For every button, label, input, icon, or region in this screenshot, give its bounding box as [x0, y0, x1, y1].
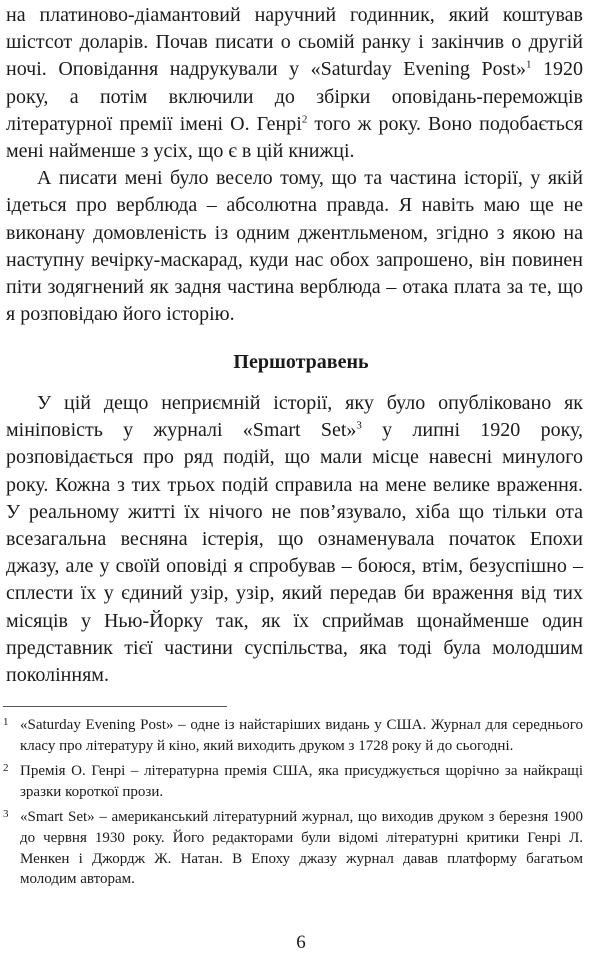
- section-p1-part-b: у липні 1920 року, розповідається про ряд подій, що мали місце навесні минулого року. Кожна з тих трьох подій справила на мене велике враження. У реальному житті їх нічого не пов’язувало, хіба що тільки ота всезагальна весняна істерія, що ознаменувала початок Епохи джазу, але у своїй оповіді я спробував – боюся, втім, безуспішно – сплести їх у єдиний узір, узір, який передав би враження від тих місяців у Нью-Йорку так, як їх сприймав щонайменше один представник тієї частини суспільства, яка тоді була молодшим поколінням.: [6, 419, 583, 687]
- footnote-divider: [3, 706, 227, 707]
- footnote-text: «Smart Set» – американський літературний журнал, що виходив друком з березня 1900 до червня 1930 року. Його редакторами були відомі літературні критики Генрі Л. Менкен і Джордж Ж. Натан. В Епоху джазу журнал давав платформу багатьом молодим авторам.: [20, 809, 583, 888]
- footnote: [3, 807, 583, 889]
- footnote-number: 3: [3, 808, 9, 821]
- footnote-text: «Saturday Evening Post» – одне із найстаріших видань у США. Журнал для середнього класу про літературу й кіно, який виходить друком з 1728 року й до сьогодні.: [20, 717, 583, 754]
- footnote-ref-3: 3: [356, 419, 362, 432]
- page-number: 6: [296, 932, 306, 953]
- footnote-ref-2: 2: [301, 113, 308, 126]
- intro-p1-part-b: 1920 року, а потім включили до збірки оповідань-переможців літературної премії імені О. Генрі: [6, 58, 584, 135]
- footnotes: [3, 715, 583, 895]
- footnote: [3, 761, 583, 802]
- footnote-number: 2: [3, 762, 9, 775]
- section-p1-part-a: У цій дещо неприємній історії, яку було опубліковано як мініповість у журналі «Smart Set»: [6, 392, 583, 442]
- footnote-number: 1: [3, 716, 9, 728]
- footnote-text: Премія О. Генрі – літературна премія США, яка присуджується щорічно за найкращі зразки короткої прози.: [20, 763, 583, 800]
- intro-text: [6, 2, 583, 328]
- section-title: Першотравень: [233, 351, 369, 373]
- intro-paragraph-2: А писати мені було весело тому, що та частина історії, у якій ідеться про верблюда – абсолютна правда. Я навіть маю ще не виконану домовленість із одним джентльменом, згідно з якою на наступну вечірку-маскарад, куди нас обох запрошено, він повинен піти зодягнений як задня частина верблюда – отака плата за те, що я розповідаю його історію.: [6, 167, 583, 326]
- footnote: [3, 715, 583, 756]
- intro-p1-part-a: на платиново-діамантовий наручний годинник, який коштував шістсот доларів. Почав писати о сьомій ранку і закінчив о другій ночі. Оповідання надрукували у «Saturday Evening Post»: [6, 4, 583, 81]
- intro-p1-part-c: того ж року. Воно подобається мені найменше з усіх, що є в цій книжці.: [6, 112, 583, 163]
- footnote-ref-1: 1: [525, 58, 532, 71]
- section-text: [6, 390, 583, 689]
- section-paragraph-1: [6, 390, 583, 689]
- intro-paragraph-1: [6, 2, 583, 165]
